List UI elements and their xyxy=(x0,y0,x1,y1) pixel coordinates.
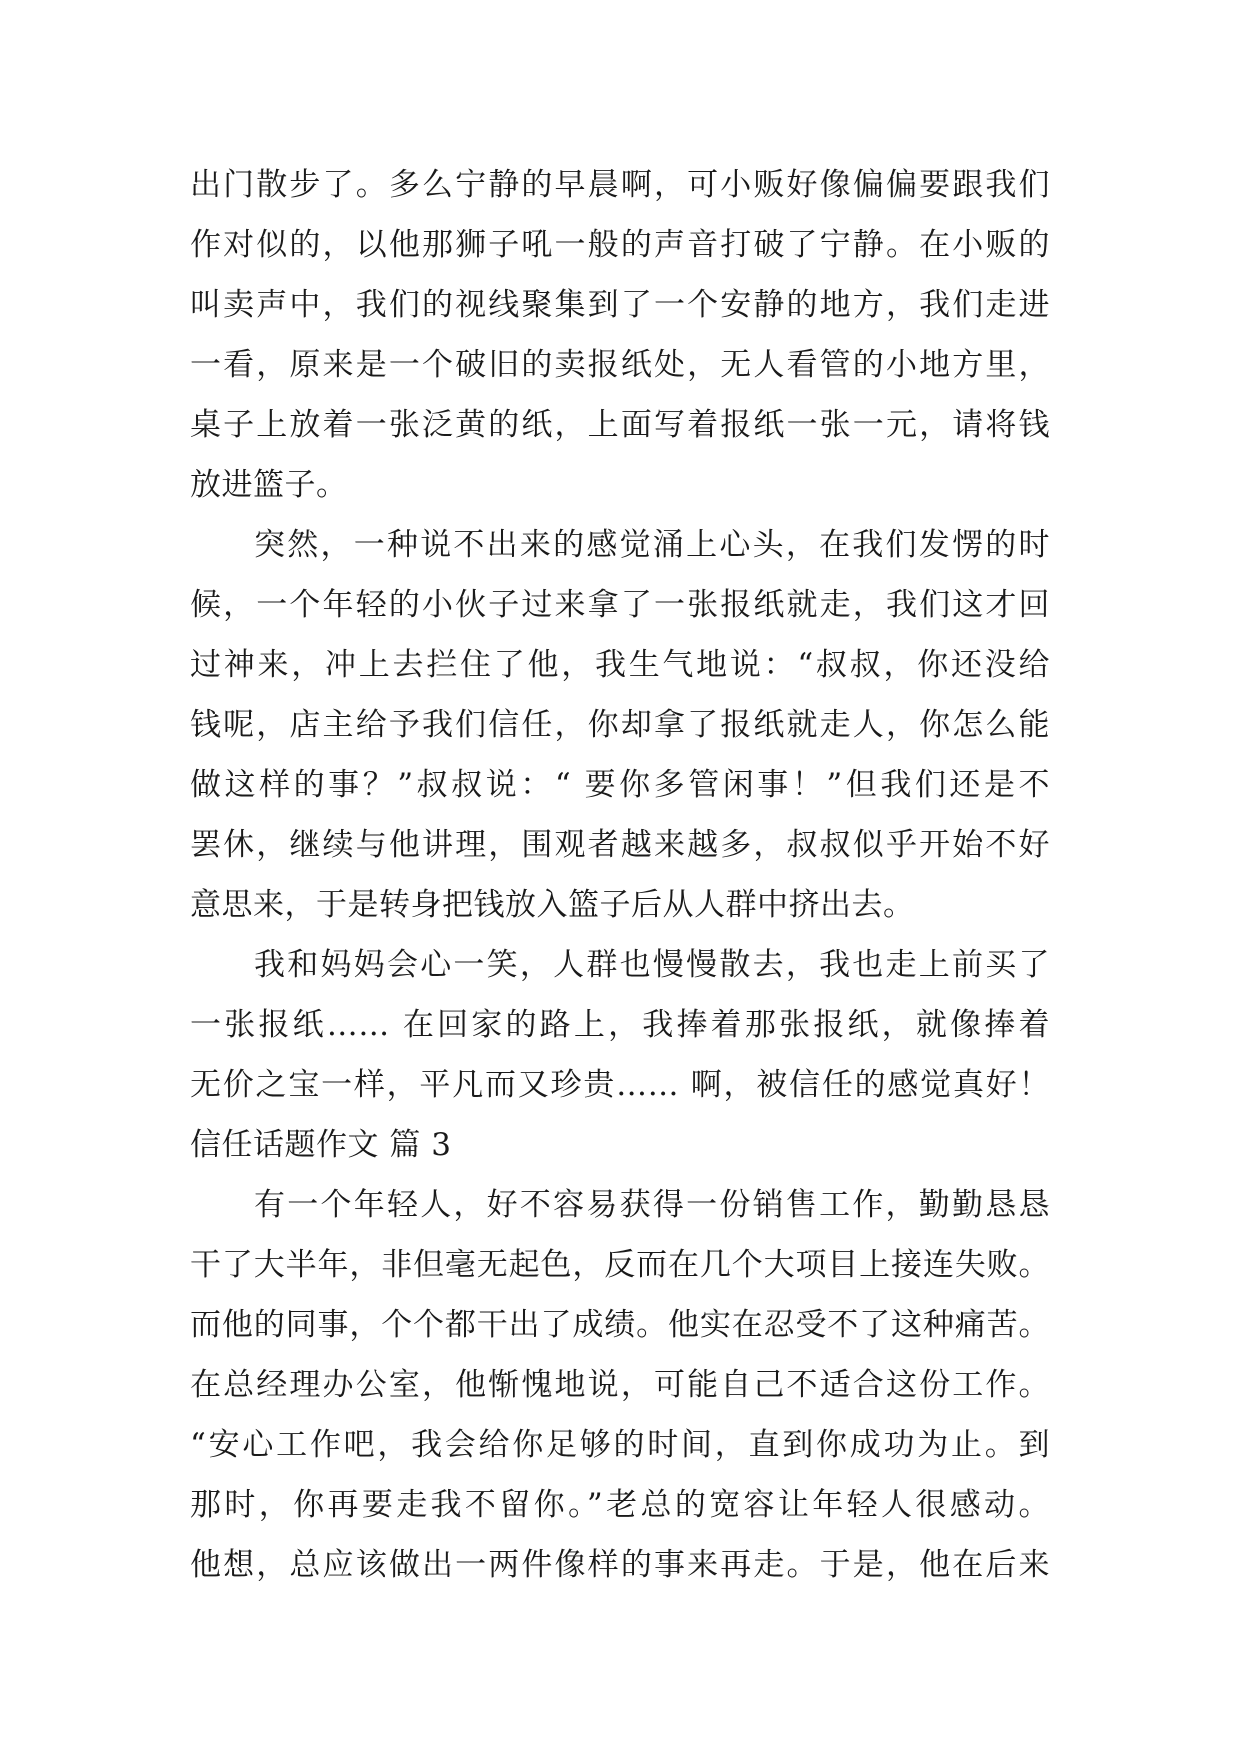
text-line: 钱呢，店主给予我们信任，你却拿了报纸就走人，你怎么能 xyxy=(190,707,1050,743)
section-heading: 信任话题作文 篇 3 xyxy=(190,1127,452,1163)
text-line: 罢休，继续与他讲理，围观者越来越多，叔叔似乎开始不好 xyxy=(190,827,1050,863)
text-line: 意思来，于是转身把钱放入篮子后从人群中挤出去。 xyxy=(190,887,915,923)
paragraph-first-line: 突然，一种说不出来的感觉涌上心头，在我们发愣的时 xyxy=(254,527,1050,563)
text-line: 做这样的事？”叔叔说：“ 要你多管闲事！”但我们还是不 xyxy=(190,767,1050,803)
text-line: 而他的同事，个个都干出了成绩。他实在忍受不了这种痛苦。 xyxy=(190,1307,1050,1343)
text-line: 出门散步了。多么宁静的早晨啊，可小贩好像偏偏要跟我们 xyxy=(190,167,1050,203)
text-line: 他想，总应该做出一两件像样的事来再走。于是，他在后来 xyxy=(190,1547,1050,1583)
text-line: 一看，原来是一个破旧的卖报纸处，无人看管的小地方里， xyxy=(190,347,1050,383)
text-line: 过神来，冲上去拦住了他，我生气地说：“叔叔，你还没给 xyxy=(190,647,1050,683)
text-line: 桌子上放着一张泛黄的纸，上面写着报纸一张一元，请将钱 xyxy=(190,407,1050,443)
text-line: 叫卖声中，我们的视线聚集到了一个安静的地方，我们走进 xyxy=(190,287,1050,323)
text-line: 无价之宝一样，平凡而又珍贵…… 啊，被信任的感觉真好！ xyxy=(190,1067,1050,1103)
text-line: 候，一个年轻的小伙子过来拿了一张报纸就走，我们这才回 xyxy=(190,587,1050,623)
text-line: 作对似的，以他那狮子吼一般的声音打破了宁静。在小贩的 xyxy=(190,227,1050,263)
document-body xyxy=(190,155,1050,1595)
paragraph-first-line: 有一个年轻人，好不容易获得一份销售工作，勤勤恳恳 xyxy=(254,1187,1050,1223)
paragraph-first-line: 我和妈妈会心一笑，人群也慢慢散去，我也走上前买了 xyxy=(254,947,1050,983)
text-line: “安心工作吧，我会给你足够的时间，直到你成功为止。到 xyxy=(190,1427,1050,1463)
text-line: 干了大半年，非但毫无起色，反而在几个大项目上接连失败。 xyxy=(190,1247,1050,1283)
text-line: 放进篮子。 xyxy=(190,467,348,503)
text-line: 一张报纸…… 在回家的路上，我捧着那张报纸，就像捧着 xyxy=(190,1007,1050,1043)
text-line: 那时，你再要走我不留你。”老总的宽容让年轻人很感动。 xyxy=(190,1487,1050,1523)
text-line: 在总经理办公室，他惭愧地说，可能自己不适合这份工作。 xyxy=(190,1367,1050,1403)
